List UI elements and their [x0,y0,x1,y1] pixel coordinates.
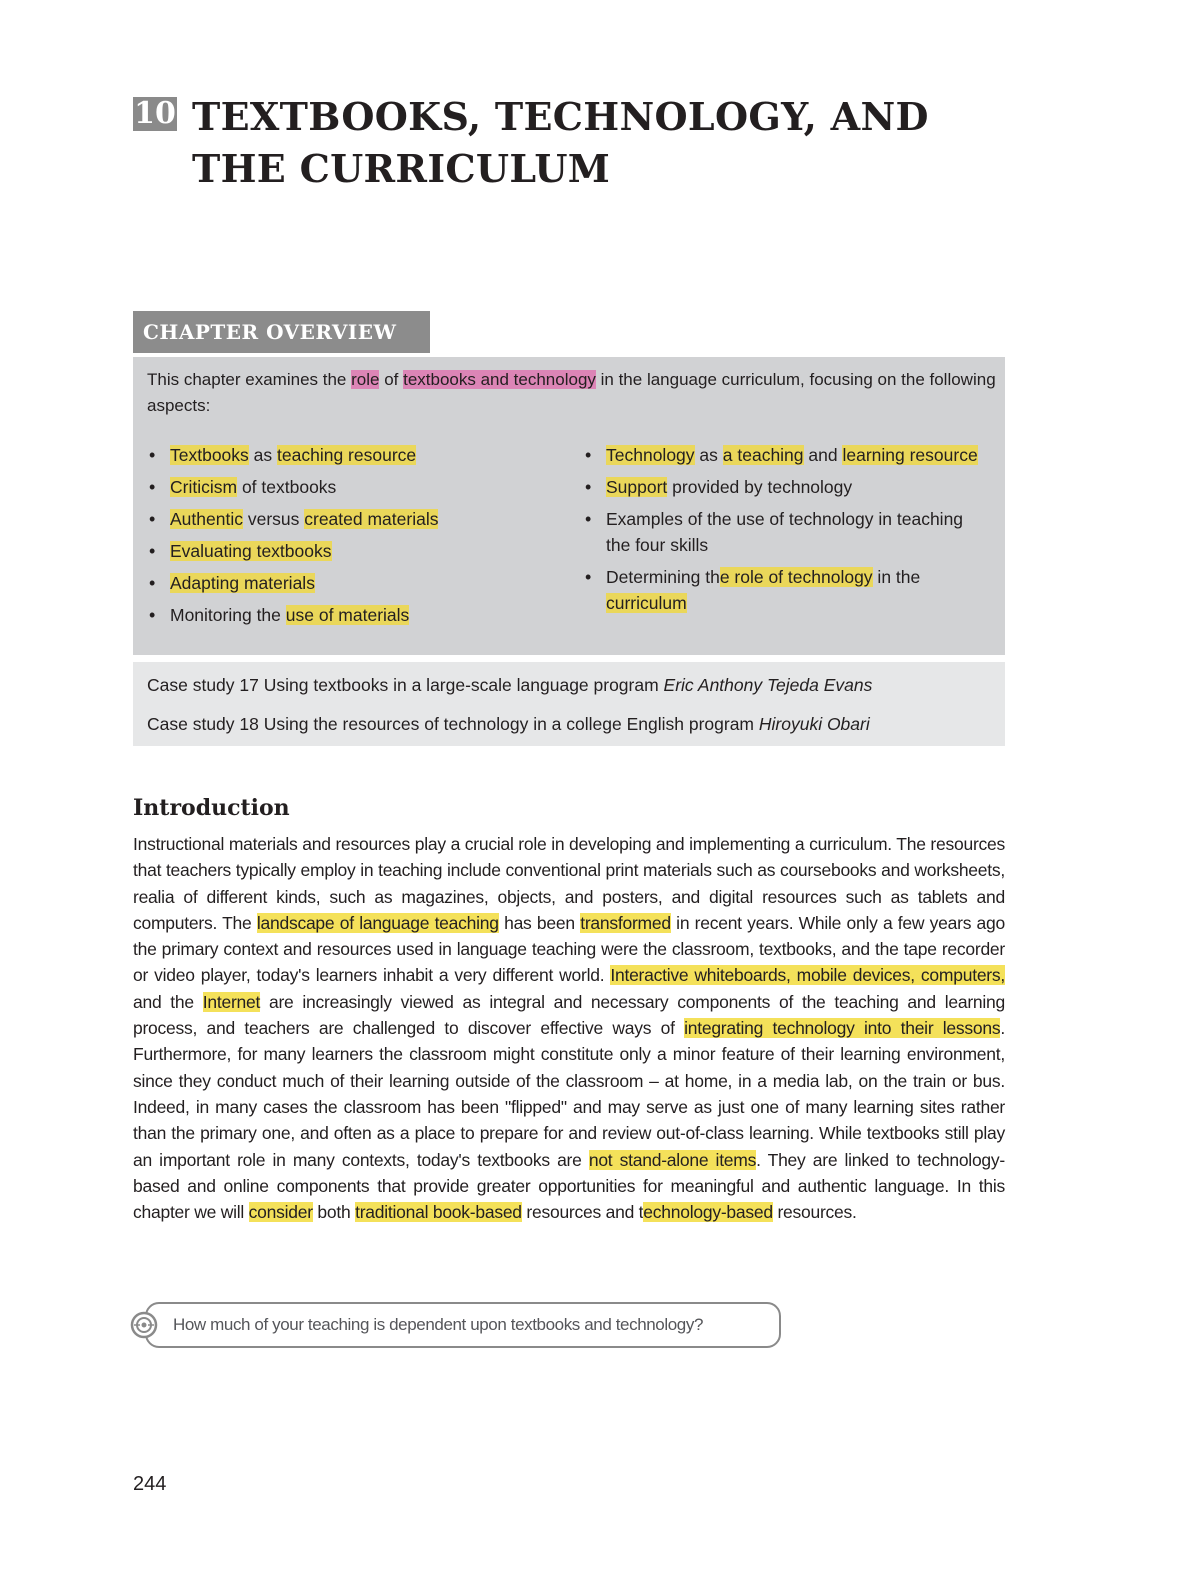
text-run: provided by technology [667,477,853,497]
chapter-title: TEXTBOOKS, TECHNOLOGY, AND THE CURRICULUM [192,94,929,191]
text-run: Instructional materials and resources play a crucial role in developing and implementing a curriculum. The resources that teachers typically employ in teaching include conventional print materials such as coursebooks and worksheets, realia of different kinds, such as magazines, objects, and posters, and digital resources such as tablets and computers. The [133,834,1005,933]
overview-list-item [583,442,983,468]
overview-list-item [583,506,983,558]
highlighted-text: Support [606,477,668,497]
bullet-icon: • [585,445,592,465]
bullet-icon: • [149,477,156,497]
text-run: as [694,445,723,465]
highlighted-text: integrating technology into their lessons [684,1018,1001,1039]
bullet-icon: • [149,605,156,625]
highlighted-text: role [351,370,380,389]
case-study-title: Case study 17 Using textbooks in a large-scale language program [147,675,664,695]
text-run: as [248,445,278,465]
overview-list-left [147,442,567,634]
text-run: both [312,1202,356,1223]
bullet-icon: • [149,573,156,593]
highlighted-text: curriculum [606,593,687,613]
highlighted-text: Technology [606,445,695,465]
case-study-18 [147,712,997,736]
introduction-paragraph [133,831,1005,1225]
case-study-title: Case study 18 Using the resources of technology in a college English program [147,714,759,734]
bullet-icon: • [585,567,592,587]
text-run: . Furthermore, for many learners the classroom might constitute only a minor feature of their learning environment, since they conduct much of their learning outside of the classroom – at home, in a media lab, on the train or bus. Indeed, in many cases the classroom has been "flipped" and may serve as just one of many learning sites rather than the primary one, and often as a place to prepare for and review out-of-class learning. While textbooks still play an important role in many contexts, today's textbooks are [133,1018,1005,1170]
chapter-overview-header: CHAPTER OVERVIEW [133,311,430,353]
page-number: 244 [133,1473,167,1495]
highlighted-text: landscape of language teaching [256,912,499,933]
text-run: in the language curriculum, focusing on the following aspects: [147,370,996,415]
bullet-icon: • [149,541,156,561]
highlighted-text: not stand-alone items [588,1149,757,1170]
overview-list-item [583,474,983,500]
highlighted-text: Authentic [170,509,243,529]
text-run: resources and t [521,1202,644,1223]
highlighted-text: Internet [202,991,261,1012]
highlighted-text: consider [248,1202,313,1223]
highlighted-text: created materials [304,509,439,529]
highlighted-text: teaching resource [277,445,417,465]
highlighted-text: a teaching [722,445,804,465]
overview-list-item [147,538,567,564]
highlighted-text: Criticism [170,477,238,497]
overview-list-item [147,602,567,628]
text-run: of [379,370,404,389]
text-run: This chapter examines the [147,370,352,389]
overview-list-item [147,442,567,468]
highlighted-text: Interactive whiteboards, mobile devices, computers, [610,965,1005,986]
text-run: has been [498,912,581,933]
reflection-question-box [145,1302,781,1348]
text-run: in the [872,567,921,587]
highlighted-text: echnology-based [643,1202,773,1223]
bullet-icon: • [585,477,592,497]
highlighted-text: Adapting materials [170,573,315,593]
highlighted-text: traditional book-based [355,1202,522,1223]
text-run: and [803,445,843,465]
highlighted-text: e role of technology [719,567,873,587]
overview-list-right [583,442,983,622]
overview-list-item [147,570,567,596]
overview-intro [147,367,997,419]
reflection-question: How much of your teaching is dependent upon textbooks and technology? [173,1315,703,1334]
overview-list-item [147,474,567,500]
chapter-overview-box [133,357,1005,655]
text-run: Monitoring the [170,605,286,625]
case-study-author: Eric Anthony Tejeda Evans [663,675,873,695]
highlighted-text: Textbooks [170,445,249,465]
text-run: versus [242,509,305,529]
text-run: and the [133,991,203,1012]
bullet-icon: • [149,445,156,465]
chapter-number: 10 [134,96,176,131]
bullet-icon: • [149,509,156,529]
reflection-icon [130,1311,158,1339]
text-run: Examples of the use of technology in teaching the four skills [606,509,964,555]
text-run: Determining th [606,567,720,587]
introduction-heading: Introduction [133,795,290,821]
case-studies-box [133,662,1005,746]
case-study-17 [147,673,997,697]
bullet-icon: • [585,509,592,529]
text-run: are increasingly viewed as integral and necessary components of the teaching and learning process, and teachers are challenged to discover effective ways of [133,991,1006,1039]
highlighted-text: use of materials [285,605,410,625]
highlighted-text: Evaluating textbooks [170,541,332,561]
text-run: of textbooks [237,477,337,497]
overview-list-item [147,506,567,532]
highlighted-text: learning resource [842,445,978,465]
text-run: in recent years. While only a few years ago the primary context and resources used in language teaching were the classroom, textbooks, and the tape recorder or video player, today's learners inhabit a very different world. [133,912,1005,986]
highlighted-text: transformed [580,912,671,933]
text-run: . They are linked to technology-based and online components that provide greater opportunities for meaningful and authentic language. In this chapter we will [133,1149,1005,1223]
text-run: resources. [772,1202,857,1223]
highlighted-text: textbooks and technology [403,370,596,389]
overview-list-item [583,564,983,616]
case-study-author: Hiroyuki Obari [758,714,870,734]
